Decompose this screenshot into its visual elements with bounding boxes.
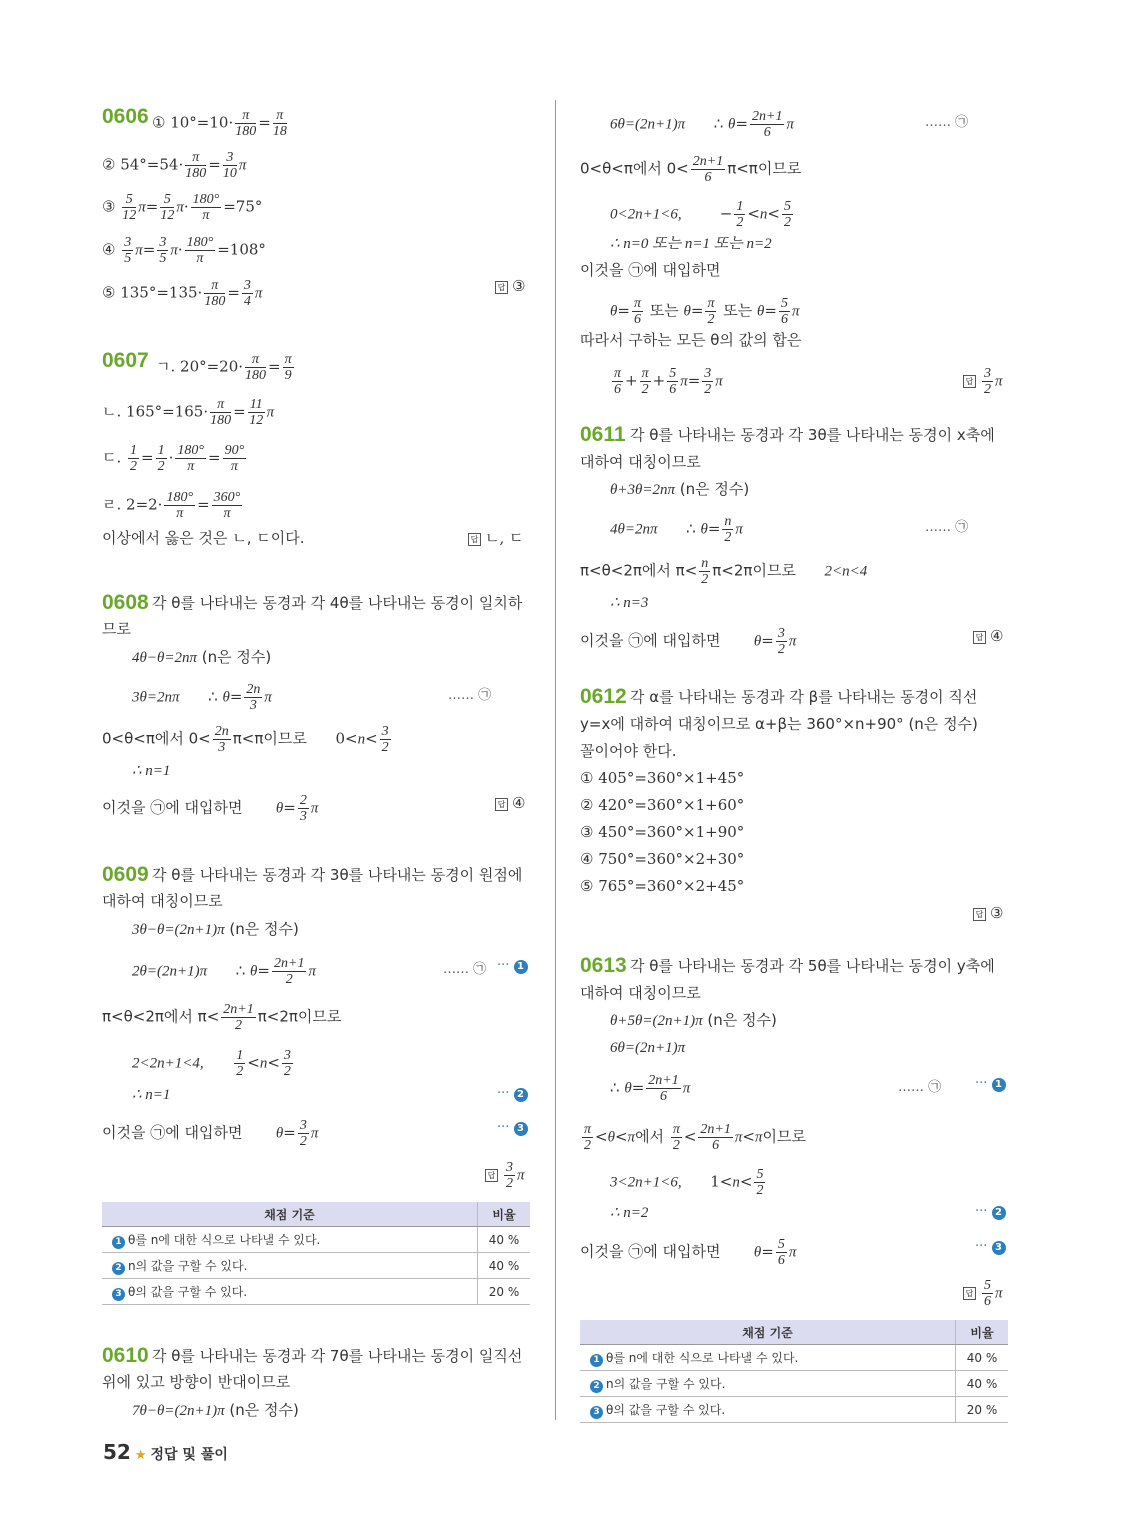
equation-line: ∴ n=3 xyxy=(610,595,649,611)
equation-line: ∴ n=1 xyxy=(132,1087,171,1103)
answer-icon: 답 xyxy=(495,798,508,811)
equation-line: ㄹ. 2=2· $\frac{180^\circ}{\pi}$ = $\frac{360^\circ}{\pi}$ xyxy=(102,490,241,521)
problem-text: 각 θ를 나타내는 동경과 각 3θ를 나타내는 동경이 x축에 xyxy=(630,426,995,444)
page-footer xyxy=(103,1440,228,1464)
equation-line: ⑤ 135°=135· $\frac{\pi}{180}$ = $\frac{3}{4}$ π xyxy=(102,278,263,309)
equation-line: π<θ<2π에서 π< $\frac{2n+1}{2}$ π<2π이므로 xyxy=(102,1002,342,1033)
equation-line: ③ $\frac{5}{12}$ π= $\frac{5}{12}$ π· $\frac{180^\circ}{\pi}$ =75° xyxy=(102,192,263,223)
answer-icon: 답 xyxy=(973,908,986,921)
star-icon: ★ xyxy=(134,1448,147,1463)
step-marker: ··· 3 xyxy=(975,1239,1006,1255)
option-item: ④ 750°=360°×2+30° xyxy=(580,850,745,868)
scoring-table xyxy=(580,1320,1008,1423)
equation-line: 4θ=2nπ ∴ θ= $\frac{n}{2}$ π xyxy=(610,514,743,545)
problem-text: 위에 있고 방향이 반대이므로 xyxy=(102,1373,291,1391)
problem-text: 대하여 대칭이므로 xyxy=(580,984,701,1002)
reference-mark: …… ㉠ xyxy=(448,688,492,703)
equation-line: 2<2n+1<4, $\frac{1}{2}$ <n< $\frac{3}{2}$ xyxy=(132,1048,291,1079)
equation-line: 7θ−θ=(2n+1)π (n은 정수) xyxy=(132,1401,299,1419)
reference-mark: …… ㉠ xyxy=(925,115,969,130)
table-row: 3 θ의 값을 구할 수 있다. 20 % xyxy=(102,1279,530,1305)
problem-text: 각 θ를 나타내는 동경과 각 3θ를 나타내는 동경이 원점에 xyxy=(152,866,523,884)
equation-line: 이것을 ㉠에 대입하면 θ= $\frac{5}{6}$ π xyxy=(580,1237,797,1268)
step-marker: ··· 1 xyxy=(975,1076,1006,1092)
answer-icon: 답 xyxy=(485,1169,498,1182)
left-column xyxy=(100,0,530,1520)
equation-line: ④ $\frac{3}{5}$ π= $\frac{3}{5}$ π· $\frac{180^\circ}{\pi}$ =108° xyxy=(102,235,266,266)
equation-line: θ+3θ=2nπ (n은 정수) xyxy=(610,480,750,498)
problem-text: 므로 xyxy=(102,620,131,638)
header-criteria: 채점 기준 xyxy=(102,1202,478,1227)
page-number: 52 xyxy=(103,1440,131,1464)
column-divider xyxy=(555,100,556,1420)
equation-line: 6θ=(2n+1)π xyxy=(610,1040,686,1056)
equation-line: 0<2n+1<6, − $\frac{1}{2}$ <n< $\frac{5}{2}$ xyxy=(610,199,791,230)
problem-text: 꼴이어야 한다. xyxy=(580,742,677,760)
answer-icon: 답 xyxy=(963,375,976,388)
problem-number: 0611 xyxy=(580,423,626,446)
problem-number: 0608 xyxy=(102,591,149,614)
problem-number: 0613 xyxy=(580,954,627,977)
answer-mark: 답 ④ xyxy=(973,626,1003,646)
equation-line: 0<θ<π에서 0< $\frac{2n}{3}$ π<π이므로 0<n< $\frac{3}{2}$ xyxy=(102,724,389,755)
equation-line: θ+5θ=(2n+1)π (n은 정수) xyxy=(610,1011,777,1029)
problem-text: 각 α를 나타내는 동경과 각 β를 나타내는 동경이 직선 xyxy=(630,688,978,706)
problem-text: 대하여 대칭이므로 xyxy=(580,453,701,471)
answer-mark: 답 ④ xyxy=(495,793,525,813)
equation-line: π<θ<2π에서 π< $\frac{n}{2}$ π<2π이므로 2<n<4 xyxy=(580,556,868,587)
equation-line: ㄱ. 20°=20· $\frac{\pi}{180}$ = $\frac{\pi}{9}$ xyxy=(156,352,292,383)
equation-line: 2θ=(2n+1)π ∴ θ= $\frac{2n+1}{2}$ π xyxy=(132,956,316,987)
option-item: ② 420°=360°×1+60° xyxy=(580,796,745,814)
equation-line: 0<θ<π에서 0< $\frac{2n+1}{6}$ π<π이므로 xyxy=(580,154,802,185)
table-row: 3 θ의 값을 구할 수 있다. 20 % xyxy=(580,1397,1008,1423)
answer-mark: 답 $\frac{3}{2}$ π xyxy=(485,1160,525,1191)
answer-mark: 답 ③ xyxy=(973,903,1003,923)
equation-line: ∴ n=2 xyxy=(610,1205,649,1221)
header-criteria: 채점 기준 xyxy=(580,1320,956,1345)
answer-mark: 답 ③ xyxy=(495,276,525,296)
equation-line: ∴ n=0 또는 n=1 또는 n=2 xyxy=(610,236,772,252)
table-row: 1 θ를 n에 대한 식으로 나타낼 수 있다. 40 % xyxy=(580,1345,1008,1371)
answer-icon: 답 xyxy=(468,533,481,546)
problem-text: 각 θ를 나타내는 동경과 각 4θ를 나타내는 동경이 일치하 xyxy=(152,594,523,612)
problem-number: 0610 xyxy=(102,1344,149,1367)
conclusion-text: 이상에서 옳은 것은 ㄴ, ㄷ이다. xyxy=(102,529,305,547)
equation-line: ㄴ. 165°=165· $\frac{\pi}{180}$ = $\frac{11}{12}$ π xyxy=(102,397,275,428)
problem-text: 각 θ를 나타내는 동경과 각 7θ를 나타내는 동경이 일직선 xyxy=(152,1347,523,1365)
step-marker: ··· 2 xyxy=(975,1204,1006,1220)
step-marker: ··· 3 xyxy=(497,1120,528,1136)
problem-text: y=x에 대하여 대칭이므로 α+β는 360°×n+90° (n은 정수) xyxy=(580,715,978,733)
equation-line: ∴ n=1 xyxy=(132,763,171,779)
problem-number: 0609 xyxy=(102,863,149,886)
reference-mark: …… ㉠ xyxy=(925,520,969,535)
equation-line: 3<2n+1<6, 1<n< $\frac{5}{2}$ xyxy=(610,1167,764,1198)
right-column xyxy=(578,0,1008,1520)
equation-line: 이것을 ㉠에 대입하면 θ= $\frac{2}{3}$ π xyxy=(102,793,319,824)
answer-icon: 답 xyxy=(963,1287,976,1300)
equation-line: 3θ−θ=(2n+1)π (n은 정수) xyxy=(132,920,299,938)
equation-line: 6θ=(2n+1)π ∴ θ= $\frac{2n+1}{6}$ π xyxy=(610,109,794,140)
answer-icon: 답 xyxy=(973,631,986,644)
equation-line: ∴ θ= $\frac{2n+1}{6}$ π xyxy=(610,1073,691,1104)
section-label: 정답 및 풀이 xyxy=(150,1447,228,1463)
step-marker: ··· 2 xyxy=(497,1086,528,1102)
equation-line: ② 54°=54· $\frac{\pi}{180}$ = $\frac{3}{10}$ π xyxy=(102,150,247,181)
equation-line: 이것을 ㉠에 대입하면 xyxy=(580,261,721,279)
equation-line: 이것을 ㉠에 대입하면 θ= $\frac{3}{2}$ π xyxy=(102,1118,319,1149)
equation-line: $\frac{\pi}{6}$ + $\frac{\pi}{2}$ + $\frac{5}{6}$ π= $\frac{3}{2}$ π xyxy=(614,366,723,397)
reference-mark: …… ㉠ xyxy=(898,1080,942,1095)
problem-number: 0606 xyxy=(102,105,149,128)
table-row: 2 n의 값을 구할 수 있다. 40 % xyxy=(580,1371,1008,1397)
header-ratio: 비율 xyxy=(478,1202,531,1227)
equation-line: θ= $\frac{\pi}{6}$ 또는 θ= $\frac{\pi}{2}$ 또는 θ= $\frac{5}{6}$ π xyxy=(610,296,800,327)
table-row: 1 θ를 n에 대한 식으로 나타낼 수 있다. 40 % xyxy=(102,1227,530,1253)
equation-line: $\frac{\pi}{2}$ <θ<π에서 $\frac{\pi}{2}$ < $\frac{2n+1}{6}$ π<π이므로 xyxy=(584,1122,806,1153)
answer-mark: 답 $\frac{5}{6}$ π xyxy=(963,1278,1003,1309)
problem-number: 0607 xyxy=(102,349,149,372)
problem-text: 대하여 대칭이므로 xyxy=(102,892,223,910)
step-marker: ··· 1 xyxy=(497,958,528,974)
problem-number: 0612 xyxy=(580,685,627,708)
answer-mark: 답 ㄴ, ㄷ xyxy=(468,528,524,548)
answer-icon: 답 xyxy=(495,281,508,294)
option-item: ① 405°=360°×1+45° xyxy=(580,769,745,787)
table-row: 2 n의 값을 구할 수 있다. 40 % xyxy=(102,1253,530,1279)
scoring-table xyxy=(102,1202,530,1305)
header-ratio: 비율 xyxy=(956,1320,1009,1345)
option-item: ⑤ 765°=360°×2+45° xyxy=(580,877,745,895)
problem-text: 각 θ를 나타내는 동경과 각 5θ를 나타내는 동경이 y축에 xyxy=(630,957,995,975)
equation-line: ㄷ. $\frac{1}{2}$ = $\frac{1}{2}$ · $\frac{180^\circ}{\pi}$ = $\frac{90^\circ}{\pi}$ xyxy=(102,443,245,474)
equation-line: 이것을 ㉠에 대입하면 θ= $\frac{3}{2}$ π xyxy=(580,626,797,657)
option-item: ③ 450°=360°×1+90° xyxy=(580,823,745,841)
equation-line: 3θ=2nπ ∴ θ= $\frac{2n}{3}$ π xyxy=(132,682,272,713)
reference-mark: …… ㉠ xyxy=(443,962,487,977)
equation-line: 4θ−θ=2nπ (n은 정수) xyxy=(132,648,272,666)
equation-line: ① 10°=10· $\frac{\pi}{180}$ = $\frac{\pi}{18}$ xyxy=(152,108,287,139)
equation-line: 따라서 구하는 모든 θ의 값의 합은 xyxy=(580,331,802,349)
answer-mark: 답 $\frac{3}{2}$ π xyxy=(963,366,1003,397)
